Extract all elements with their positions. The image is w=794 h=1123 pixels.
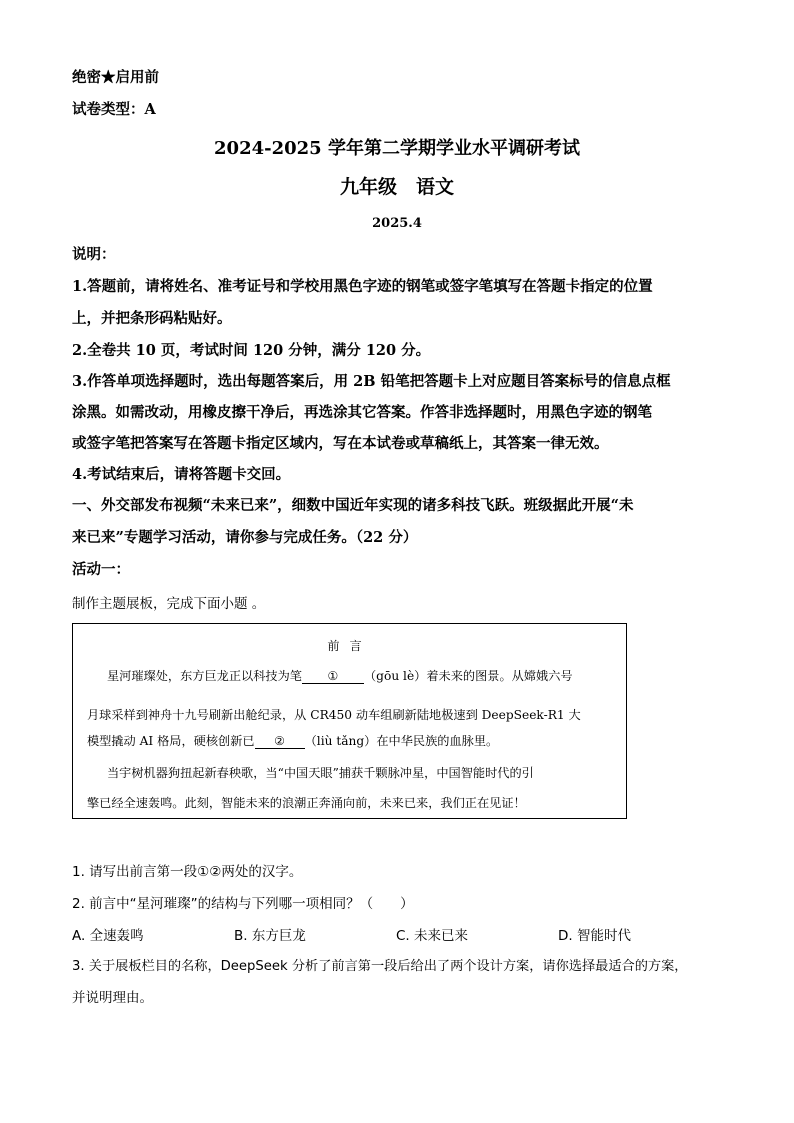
- question-1: 1. 请写出前言第一段①②两处的汉字。: [72, 864, 303, 880]
- blank-1: ①: [302, 669, 364, 684]
- preface-p1-line-1: [107, 667, 573, 684]
- instructions-heading: 说明：: [72, 246, 116, 263]
- paper-type: 试卷类型：A: [72, 101, 156, 118]
- q2-option-b: B. 东方巨龙: [234, 928, 306, 944]
- preface-p2-line-1: 当宇树机器狗扭起新春秧歌，当“中国天眼”捕获千颗脉冲星，中国智能时代的引: [107, 766, 534, 780]
- question-3-line-1: 3. 关于展板栏目的名称，DeepSeek 分析了前言第一段后给出了两个设计方案，请你选择最适合的方案，: [72, 959, 688, 974]
- exam-date: 2025.4: [372, 216, 422, 231]
- instruction-1-line-1: 1.答题前，请将姓名、准考证号和学校用黑色字迹的钢笔或签字笔填写在答题卡指定的位置: [72, 278, 653, 295]
- instruction-3-line-1: 3.作答单项选择题时，选出每题答案后，用 2B 铅笔把答题卡上对应题目答案标号的信息点框: [72, 373, 671, 390]
- exam-title: 2024-2025 学年第二学期学业水平调研考试: [214, 138, 580, 159]
- instruction-3-line-3: 或签字笔把答案写在答题卡指定区域内，写在本试卷或草稿纸上，其答案一律无效。: [72, 435, 609, 452]
- preface-p2-line-2: 擎已经全速轰鸣。此刻，智能未来的浪潮正奔涌向前，未来已来，我们正在见证！: [87, 796, 526, 810]
- preface-p1-b: （gōu lè）着未来的图景。从嫦娥六号: [364, 669, 573, 683]
- section-1-line-2: 来已来”专题学习活动，请你参与完成任务。（22 分）: [72, 529, 418, 546]
- activity-task: 制作主题展板，完成下面小题 。: [72, 596, 266, 612]
- q2-option-d: D. 智能时代: [558, 928, 631, 944]
- preface-p1-line-2: 月球采样到神舟十九号刷新出舱纪录，从 CR450 动车组刷新陆地极速到 DeepSeek-R1 大: [87, 708, 581, 722]
- preface-box: [72, 623, 627, 819]
- instruction-2: 2.全卷共 10 页，考试时间 120 分钟，满分 120 分。: [72, 342, 431, 359]
- question-3-line-2: 并说明理由。: [72, 990, 153, 1006]
- question-2: 2. 前言中“星河璀璨”的结构与下列哪一项相同？（ ）: [72, 896, 414, 912]
- preface-p1-line-3: [87, 732, 498, 749]
- instruction-3-line-2: 涂黑。如需改动，用橡皮擦干净后，再选涂其它答案。作答非选择题时，用黑色字迹的钢笔: [72, 404, 652, 421]
- instruction-4: 4.考试结束后，请将答题卡交回。: [72, 466, 291, 483]
- preface-title: 前言: [327, 639, 372, 653]
- preface-p1-d: （liù tǎng）在中华民族的血脉里。: [304, 734, 499, 748]
- blank-2: ②: [255, 734, 305, 749]
- q2-option-a: A. 全速轰鸣: [72, 928, 144, 944]
- exam-subtitle: 九年级 语文: [339, 176, 454, 198]
- section-1-line-1: 一、外交部发布视频“未来已来”，细数中国近年实现的诸多科技飞跃。班级据此开展“未: [72, 497, 634, 514]
- secret-mark: 绝密★启用前: [72, 69, 159, 86]
- q2-option-c: C. 未来已来: [396, 928, 469, 944]
- instruction-1-line-2: 上，并把条形码粘贴好。: [72, 310, 232, 327]
- preface-p1-a: 星河璀璨处，东方巨龙正以科技为笔: [107, 669, 302, 683]
- preface-p1-c: 模型撬动 AI 格局，硬核创新已: [87, 734, 255, 748]
- activity-heading: 活动一：: [72, 561, 130, 578]
